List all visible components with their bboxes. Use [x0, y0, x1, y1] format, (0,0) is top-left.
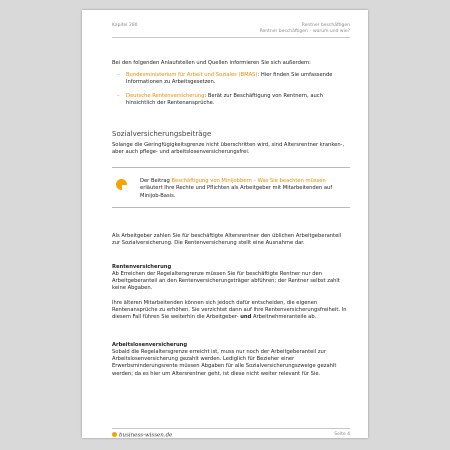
section-heading: Sozialversicherungsbeiträge: [112, 130, 212, 138]
rente-paragraph-2-end: Arbeitnehmeranteile ab.: [252, 314, 317, 321]
footer-divider: [112, 428, 350, 429]
list-item-text: : Hier finden Sie umfassende Informationen zu Arbeitsgesetzen.: [126, 72, 333, 86]
page-number: Seite 4: [334, 432, 350, 437]
info-pie-icon: [116, 179, 127, 190]
alv-paragraph: Sobald die Regelaltersgrenze erreicht ist, muss nur noch der Arbeitgeberanteil zur Arbeitslosenversicherung gezahlt werden. Lediglich für Bezieher einer Erwerbsminderungsrente müssen Abgaben für alle Sozialversicherungszweige gezahlt werden; da es hier um Altersrentner geht, ist diese nicht weiter relevant für Sie.: [112, 349, 337, 377]
document-page: [82, 10, 368, 438]
bmas-link[interactable]: Bundesministerium für Arbeit und Soziales (BMAS): [126, 72, 258, 78]
header-divider: [112, 37, 350, 38]
minijob-article-link[interactable]: Beschäftigung von Minijobbern – Was Sie beachten müssen: [171, 178, 326, 184]
employer-paragraph: Als Arbeitgeber zahlen Sie für beschäftigte Altersrentner den üblichen Arbeitgeberanteil zur Sozialversicherung. Die Rentenversicherung stellt eine Ausnahme dar.: [112, 233, 342, 247]
infobox-pre-text: Der Beitrag: [140, 178, 172, 184]
rente-paragraph-2-emphasis: und: [240, 314, 252, 321]
header-title-line1: Rentner beschäftigen: [301, 23, 350, 28]
infobox-bottom-divider: [112, 207, 350, 208]
rente-paragraph-2: [112, 300, 350, 322]
logo-dot-icon: [112, 432, 117, 437]
bullet-dash-icon: –: [117, 72, 120, 78]
drv-link[interactable]: Deutsche Rentenversicherung: [126, 93, 205, 99]
intro-text: Bei den folgenden Anlaufstellen und Quellen informieren Sie sich außerdem:: [112, 60, 311, 66]
infobox-top-divider: [112, 167, 350, 168]
list-item: [117, 72, 346, 86]
infobox-post-text: erläutert Ihre Rechte und Pflichten als Arbeitgeber mit Mitarbeitenden auf Minijob-Basis.: [140, 185, 333, 199]
list-item-text: : Berät zur Beschäftigung von Rentnern, auch hinsichtlich der Rentenansprüche.: [126, 93, 323, 107]
header-chapter: Kapitel 280: [112, 23, 138, 28]
rente-paragraph: Ab Erreichen der Regelaltersgrenze müssen Sie für beschäftigte Rentner nur den Arbeitgeberanteil an den Rentenversicherungsträger abführen; der Rentner selbst zahlt keine Abgaben.: [112, 271, 340, 292]
header-title: [260, 23, 350, 35]
footer-logo: [112, 432, 172, 439]
rente-heading: Rentenversicherung: [112, 264, 172, 270]
header-title-line2: Rentner beschäftigen – warum und wie?: [259, 29, 350, 34]
rente-paragraph-2-text: Ihre älteren Mitarbeitenden können sich jedoch dafür entscheiden, die eigenen Rentenansprüche zu erhöhen. Sie verzichtet dann auf ihre Rentenversicherungsfreiheit. In diesem Fall führen Sie weiterhin die Arbeitgeber-: [112, 300, 347, 321]
alv-heading: Arbeitslosenversicherung: [112, 342, 188, 348]
infobox-text: [140, 178, 348, 200]
list-item: [117, 93, 346, 107]
bullet-dash-icon: –: [117, 93, 120, 99]
footer-logo-text: business-wissen.de: [119, 432, 173, 439]
section-intro-text: Solange die Geringfügigkeitsgrenze nicht überschritten wird, sind Altersrentner kranken-, aber auch pflege- und arbeitslosenversicherungsfrei.: [112, 142, 345, 156]
